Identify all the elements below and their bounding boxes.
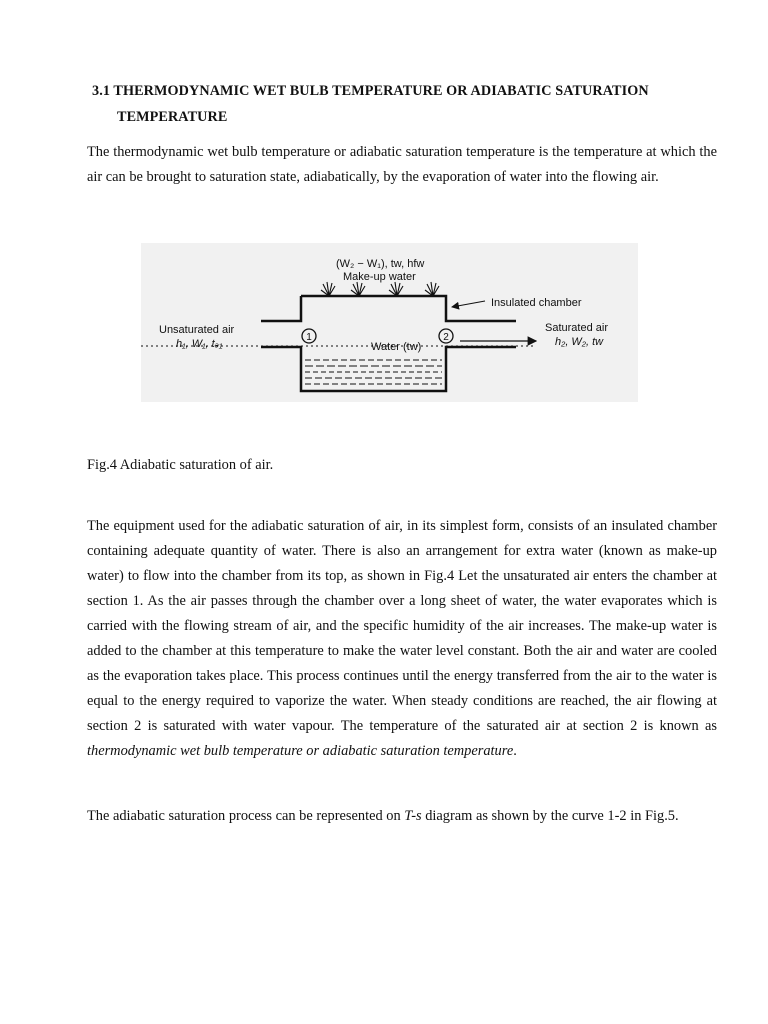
equipment-paragraph <box>87 514 717 764</box>
ts-diagram-paragraph <box>87 804 717 829</box>
intro-paragraph: The thermodynamic wet bulb temperature or adiabatic saturation temperature is the temperature at which the air can be brought to saturation state, adiabatically, by the evaporation of water into the flowing air. <box>87 144 717 185</box>
figure-caption: Fig.4 Adiabatic saturation of air. <box>87 457 274 473</box>
makeup-water-label: Make-up water <box>343 271 416 283</box>
section-1-label: 1 <box>306 332 312 343</box>
saturated-air-label: Saturated air <box>545 322 608 334</box>
chamber-wall <box>301 296 516 321</box>
ts-emphasis: T-s <box>404 808 422 824</box>
equipment-emphasis: thermodynamic wet bulb temperature or adiabatic saturation temperature <box>87 743 514 759</box>
unsaturated-air-label: Unsaturated air <box>159 324 235 336</box>
inlet-properties: h₁, W₁, tₔ₁ <box>176 338 223 350</box>
makeup-formula: (W₂ − W₁), tw, hfw <box>336 258 425 270</box>
heading-line-1: 3.1 THERMODYNAMIC WET BULB TEMPERATURE OR ADIABATIC SATURATION <box>92 83 649 99</box>
water-label: Water (tw) <box>371 341 422 353</box>
section-2-label: 2 <box>443 332 449 343</box>
section-heading <box>92 78 732 130</box>
equipment-end: . <box>513 743 517 759</box>
insulated-chamber-label: Insulated chamber <box>491 297 582 309</box>
ts-end: diagram as shown by the curve 1-2 in Fig.5. <box>421 808 679 824</box>
adiabatic-saturation-figure <box>141 243 638 402</box>
heading-line-2: TEMPERATURE <box>117 109 228 125</box>
equipment-text: The equipment used for the adiabatic saturation of air, in its simplest form, consists of an insulated chamber containing adequate quantity of water. There is also an arrangement for extra water (known as make-up water) to flow into the chamber from its top, as shown in Fig.4 Let the unsaturated air enters the chamber at section 1. As the air passes through the chamber over a long sheet of water, the water evaporates which is carried with the flowing stream of air, and the specific humidity of the air increases. The make-up water is added to the chamber at this temperature to make the water level constant. Both the air and water are cooled as the evaporation takes place. This process continues until the energy transferred from the air to the water is equal to the energy required to vaporize the water. When steady conditions are reached, the air flowing at section 2 is saturated with water vapour. The temperature of the saturated air at section 2 is known as <box>87 518 717 734</box>
ts-start: The adiabatic saturation process can be represented on <box>87 808 405 824</box>
spray-nozzles <box>321 282 439 296</box>
outlet-properties: h₂, W₂, tw <box>555 336 604 348</box>
water-body <box>305 360 442 384</box>
